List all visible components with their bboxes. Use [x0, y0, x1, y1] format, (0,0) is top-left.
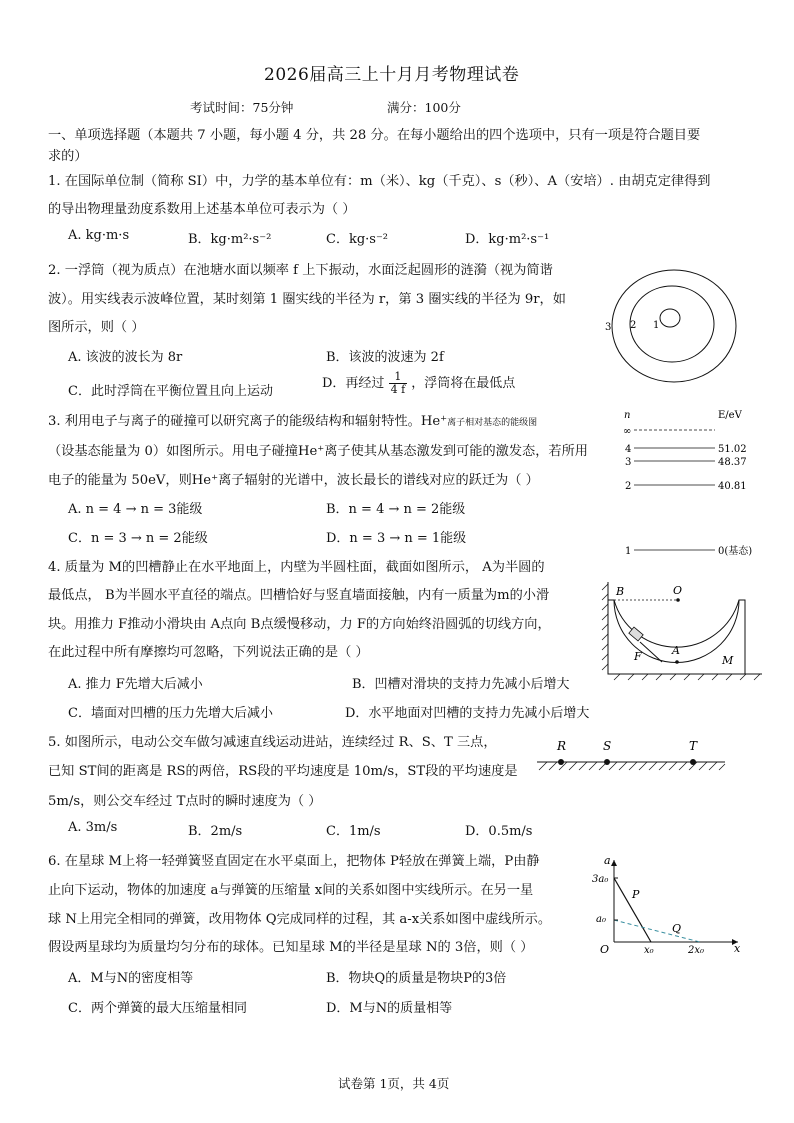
q3-line3: 电子的能量为 50eV，则He⁺离子辐射的光谱中，波长最长的谱线对应的跃迁为（ ）	[48, 473, 539, 488]
graph-label-a0: a₀	[596, 914, 606, 925]
q6-line1: 6. 在星球 M上将一轻弹簧竖直固定在水平桌面上，把物体 P轻放在弹簧上端，P由静	[48, 854, 540, 869]
road-point-t	[690, 759, 696, 765]
y-axis-arrow	[611, 860, 617, 866]
q2-line1: 2. 一浮筒（视为质点）在池塘水面以频率 f 上下振动，水面泛起圆形的涟漪（视为简谐	[48, 263, 553, 278]
ripple-label-1: 1	[653, 320, 660, 331]
point-a-dot	[675, 660, 679, 664]
energy-level-4-n: 4	[625, 444, 632, 455]
q2-option-d-prefix: D．再经过	[322, 376, 385, 391]
q2-option-a: A. 该波的波长为 8r	[68, 350, 183, 365]
q4-line2: 最低点， B为半圆水平直径的端点。凹槽恰好与竖直墙面接触，内有一质量为m的小滑	[48, 588, 550, 603]
q2-line2: 波）。用实线表示波峰位置，某时刻第 1 圈实线的半径为 r，第 3 圈实线的半径为 9r，如	[48, 292, 566, 307]
label-b: B	[616, 585, 625, 598]
energy-level-4-e: 51.02	[718, 444, 747, 455]
page-title: 2026届高三上十月月考物理试卷	[264, 65, 520, 85]
q4-option-b: B．凹槽对滑块的支持力先减小后增大	[352, 677, 570, 692]
graph-label-o: O	[600, 943, 610, 956]
q3-option-c: C．n = 3 → n = 2能级	[68, 531, 208, 546]
center-dot	[676, 598, 680, 602]
wall-hatch	[602, 584, 608, 670]
q3-option-a: A. n = 4 → n = 3能级	[68, 502, 203, 517]
label-a: A	[672, 644, 680, 657]
q3-line1-small: 离子相对基态的能级图	[447, 418, 538, 428]
graph-label-3a0: 3a₀	[592, 874, 609, 885]
page-footer: 试卷第 1页，共 4页	[338, 1076, 450, 1091]
q4-line3: 块。用推力 F推动小滑块由 A点向 B点缓慢移动，力 F的方向始终沿圆弧的切线方向，	[48, 617, 551, 632]
q5-option-a: A. 3m/s	[68, 820, 118, 835]
full-score: 满分：100分	[387, 100, 461, 115]
section-heading-line1: 一、单项选择题（本题共 7 小题，每小题 4 分，共 28 分。在每小题给出的四个选项中，只有一项是符合题目要	[48, 128, 701, 143]
q4-option-a: A. 推力 F先增大后减小	[68, 677, 203, 692]
graph-label-2x0: 2x₀	[688, 945, 705, 956]
graph-label-q: Q	[672, 922, 682, 935]
ripple-label-2: 2	[630, 320, 637, 331]
ground-hatch	[614, 674, 760, 680]
q6-option-d: D．M与N的质量相等	[326, 1001, 453, 1016]
q3-option-b: B．n = 4 → n = 2能级	[326, 502, 466, 517]
ripple-label-3: 3	[605, 322, 612, 333]
q4-option-c: C．墙面对凹槽的压力先增大后减小	[68, 706, 273, 721]
q1-option-b: B．kg·m²·s⁻²	[188, 232, 272, 247]
graph-label-a: a	[604, 854, 611, 867]
q2-option-d-fraction	[389, 371, 408, 396]
q5-line3: 5m/s，则公交车经过 T点时的瞬时速度为（ ）	[48, 794, 322, 809]
road-point-s	[604, 759, 610, 765]
q2-option-d-numerator: 1	[389, 371, 408, 384]
section-heading-line2: 求的）	[48, 149, 88, 164]
energy-level-2-e: 40.81	[718, 481, 747, 492]
road-point-r	[558, 759, 564, 765]
graph-label-p: P	[632, 888, 640, 901]
energy-level-2-n: 2	[625, 481, 632, 492]
q2-option-c: C．此时浮筒在平衡位置且向上运动	[68, 384, 273, 399]
q1-option-d: D．kg·m²·s⁻¹	[465, 232, 550, 247]
q4-option-d: D．水平地面对凹槽的支持力先减小后增大	[345, 706, 590, 721]
q2-option-d	[322, 371, 515, 396]
q1-option-c: C．kg·s⁻²	[326, 232, 389, 247]
energy-level-1-e: 0(基态)	[718, 546, 753, 557]
q3-line2: （设基态能量为 0）如图所示。用电子碰撞He⁺离子使其从基态激发到可能的激发态，若所用	[48, 444, 588, 459]
road-hatch	[539, 762, 725, 770]
energy-level-3-n: 3	[625, 457, 632, 468]
label-o: O	[673, 584, 683, 597]
q6-line2: 止向下运动，物体的加速度 a与弹簧的压缩量 x间的关系如图中实线所示。在另一星	[48, 883, 534, 898]
road-label-r: R	[557, 739, 567, 753]
q4-line1: 4. 质量为 M的凹槽静止在水平地面上，内壁为半圆柱面，截面如图所示， A为半圆的	[48, 560, 545, 575]
graph-label-x: x	[734, 942, 741, 955]
road-label-t: T	[689, 739, 698, 753]
label-f: F	[634, 650, 642, 663]
energy-e-label: E/eV	[718, 410, 742, 421]
q2-option-d-suffix: ，浮筒将在最低点	[411, 376, 516, 391]
exam-time: 考试时间：75分钟	[190, 100, 294, 115]
q5-option-c: C．1m/s	[326, 824, 381, 839]
q5-line2: 已知 ST间的距离是 RS的两倍，RS段的平均速度是 10m/s，ST段的平均速度是	[48, 764, 518, 779]
energy-level-3-e: 48.37	[718, 457, 747, 468]
road-figure	[537, 740, 727, 774]
q2-option-d-denominator: 4 f	[390, 383, 406, 396]
road-label-s: S	[603, 739, 612, 753]
q1-option-a: A. kg·m·s	[68, 228, 130, 243]
energy-n-label: n	[624, 410, 631, 421]
q6-option-c: C．两个弹簧的最大压缩量相同	[68, 1001, 247, 1016]
q6-line4: 假设两星球均为质量均匀分布的球体。已知星球 M的半径是星球 N的 3倍，则（ ）	[48, 940, 534, 955]
q2-option-b: B．该波的波速为 2f	[326, 350, 444, 365]
q3-line1	[48, 410, 537, 429]
q6-option-a: A．M与N的密度相等	[68, 971, 194, 986]
energy-level-figure	[620, 405, 765, 560]
energy-level-1-n: 1	[625, 546, 632, 557]
q6-option-b: B．物块Q的质量是物块P的3倍	[326, 971, 507, 986]
groove-figure	[600, 580, 770, 680]
q3-line1-text: 3. 利用电子与离子的碰撞可以研究离子的能级结构和辐射特性。He⁺	[48, 414, 448, 429]
q3-option-d: D．n = 3 → n = 1能级	[326, 531, 467, 546]
q4-line4: 在此过程中所有摩擦均可忽略，下列说法正确的是（ ）	[48, 645, 369, 660]
line-q	[614, 920, 700, 942]
graph-label-x0: x₀	[644, 945, 654, 956]
energy-inf-label: ∞	[623, 426, 632, 437]
q5-option-d: D．0.5m/s	[465, 824, 533, 839]
ripple-circle-2	[630, 286, 714, 362]
label-m: M	[722, 654, 734, 667]
q2-line3: 图所示，则（ ）	[48, 320, 145, 335]
q6-line3: 球 N上用完全相同的弹簧，改用物体 Q完成同样的过程，其 a-x关系如图中虚线所示。	[48, 912, 552, 927]
ax-graph-figure	[588, 852, 748, 956]
q5-option-b: B．2m/s	[188, 824, 243, 839]
ripple-circle-1	[660, 309, 680, 327]
q1-line1: 1. 在国际单位制（简称 SI）中，力学的基本单位有：m（米）、kg（千克）、s（秒）、A（安培）. 由胡克定律得到	[48, 174, 711, 189]
ripple-figure	[605, 268, 738, 384]
q5-line1: 5. 如图所示，电动公交车做匀减速直线运动进站，连续经过 R、S、T 三点，	[48, 735, 497, 750]
q1-line2: 的导出物理量劲度系数用上述基本单位可表示为（ ）	[48, 202, 356, 217]
